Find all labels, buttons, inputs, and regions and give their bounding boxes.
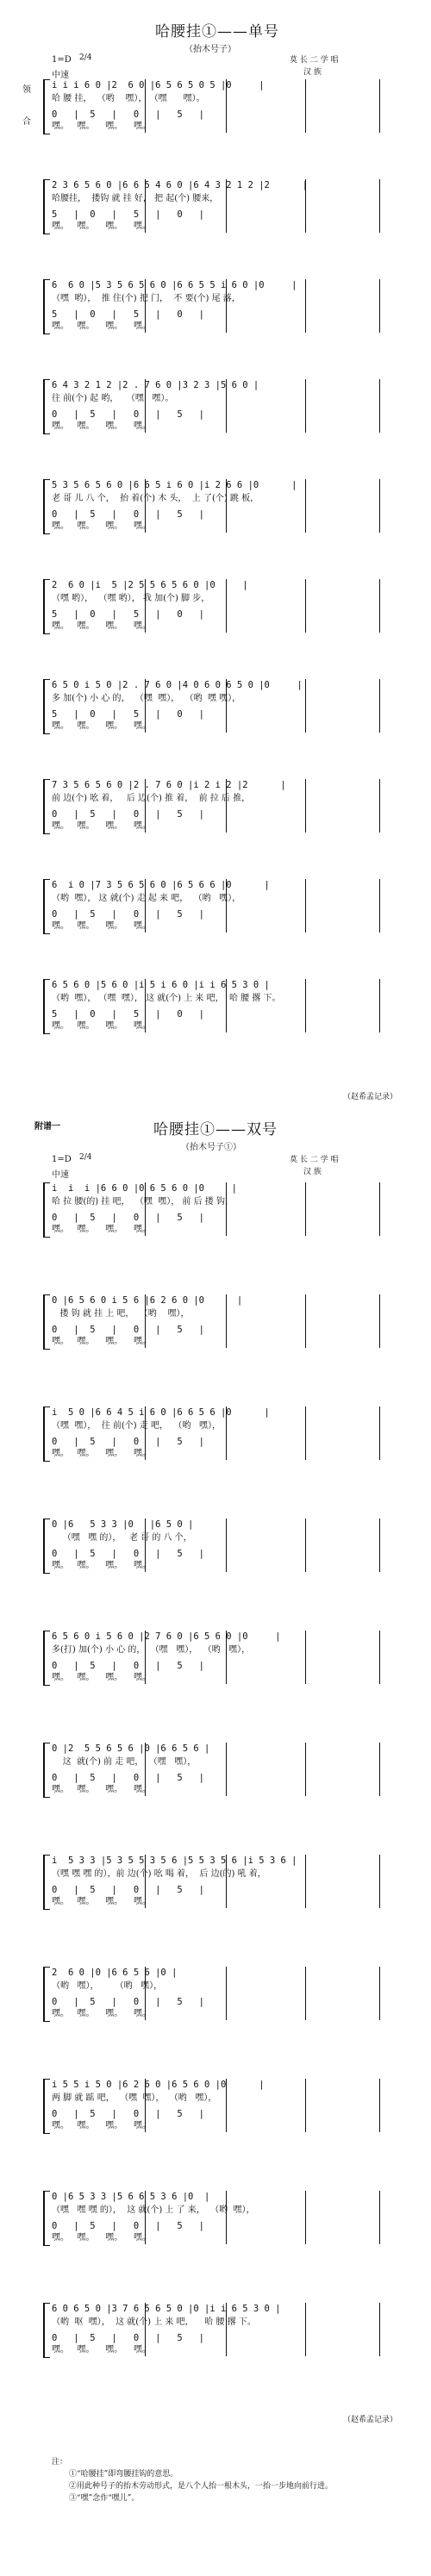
piece1-barline: [305, 579, 306, 633]
piece1-system-chorus-lyrics: 嘿。 嘿。 嘿。 嘿。: [52, 122, 151, 131]
piece2-key: 1=D: [52, 1155, 72, 1164]
piece1-system-notes: 7 3 5 6 5 6 0 |2 . 7 6 0 |i 2 i 2 |2 |: [52, 780, 286, 790]
piece2-system-bracket: [43, 1855, 50, 1910]
piece1-recorder: （赵希孟记录）: [343, 1093, 398, 1101]
piece2-system-bracket: [43, 1182, 50, 1238]
piece2-system-bracket: [43, 1967, 50, 2022]
piece2-system-chorus-lyrics: 嘿。 嘿。 嘿。 嘿。: [52, 2121, 151, 2130]
piece1-barline: [145, 579, 146, 633]
piece1-system-bracket: [43, 879, 50, 934]
piece2-system-chorus-lyrics: 嘿。 嘿。 嘿。 嘿。: [52, 1449, 151, 1458]
piece1-barline: [145, 179, 146, 233]
piece1-barline: [305, 279, 306, 333]
piece2-system-chorus: 0 | 5 | 0 | 5 |: [52, 2109, 205, 2119]
piece1-barline: [226, 279, 227, 333]
footnote-3: ③“嘿”念作“嘿儿”。: [69, 2494, 140, 2503]
piece1-system-bracket: [43, 979, 50, 1034]
piece1-barline: [305, 779, 306, 833]
piece2-barline: [226, 1967, 227, 2020]
footnotes: [52, 2456, 379, 2504]
piece2-barline: [379, 2079, 380, 2132]
piece1-system-lyrics: （嘿 哟）， （嘿 哟）， 我 加(个) 脚 步，: [52, 594, 210, 603]
piece2-system-chorus: 0 | 5 | 0 | 5 |: [52, 1213, 205, 1223]
piece1-barline: [226, 379, 227, 433]
piece2-system-notes: 0 |2 5 5 6 5 6 |0 |6 6 5 6 |: [52, 1743, 210, 1754]
piece1-system-chorus: 5 | 0 | 5 | 0 |: [52, 209, 205, 220]
piece1-barline: [379, 579, 380, 633]
piece1-system-bracket: [43, 779, 50, 834]
piece2-system-bracket: [43, 2303, 50, 2358]
piece1-system-chorus: 0 | 5 | 0 | 5 |: [52, 909, 205, 920]
piece2-barline: [145, 1967, 146, 2020]
piece2-barline: [305, 2303, 306, 2356]
piece1-barline: [305, 379, 306, 433]
piece2-system-notes: 2 6 0 |0 |6 6 5 6 |0 |: [52, 1968, 178, 1978]
piece1-system-chorus: 0 | 5 | 0 | 5 |: [52, 109, 205, 120]
piece1-barline: [379, 479, 380, 533]
piece1-system-chorus-lyrics: 嘿。 嘿。 嘿。 嘿。: [52, 221, 151, 231]
piece2-system-notes: 6 0 6 5 0 |3 7 6 5 6 5 0 |0 |i i 6 5 3 0 |: [52, 2304, 281, 2314]
piece2-system-notes: 0 |6 5 3 3 |0 |6 5 0 |: [52, 1519, 194, 1530]
piece1-barline: [305, 979, 306, 1032]
footnote-1: ①“哈腰挂”即弯腰挂钩的意思。: [69, 2470, 178, 2479]
piece1-system-notes: 6 5 6 0 |5 6 0 |i 5 i 6 0 |i i 6 5 3 0 |: [52, 980, 270, 990]
piece2-system-chorus: 0 | 5 | 0 | 5 |: [52, 1997, 205, 2007]
piece2-system-notes: i 5 3 3 |5 3 5 5 3 5 6 |5 5 3 5 6 |i 5 3 6 |: [52, 1856, 297, 1866]
piece2-recorder: （赵希孟记录）: [343, 2416, 398, 2424]
piece1-subtitle: （抬木号子）: [184, 45, 236, 54]
piece1-barline: [305, 879, 306, 932]
piece2-barline: [379, 1855, 380, 1908]
piece1-barline: [226, 679, 227, 733]
piece1-system-lyrics: （哟 嘿）， 这 就(个) 走 起 来 吧， （哟 嘿），: [52, 894, 241, 903]
piece1-barline: [305, 679, 306, 733]
piece1-system-notes: 2 3 6 5 6 0 |6 6 5 4 6 0 |6 4 3 2 1 2 |2 |: [52, 180, 309, 190]
piece2-barline: [226, 1182, 227, 1236]
piece2-system-lyrics: （嘿 嘿 嘿 的）， 这 就(个) 上 了 来， （哟 嘿），: [52, 2205, 255, 2215]
piece2-barline: [305, 2079, 306, 2132]
piece1-system-bracket: [43, 79, 50, 134]
piece2-barline: [226, 1407, 227, 1460]
piece1-system-chorus: 5 | 0 | 5 | 0 |: [52, 609, 205, 620]
piece1-system-lyrics: 哈腰挂， 搂钩 就 挂 好， 把 起(个) 腰来，: [52, 194, 219, 203]
piece2-title: 哈腰挂①——双号: [153, 1121, 278, 1138]
piece2-barline: [305, 1294, 306, 1348]
piece2-system-notes: i 5 0 |6 6 4 5 i 6 0 |6 6 5 6 |0 |: [52, 1407, 270, 1418]
footnote-2: ②用此种号子的抬木劳动形式，是八个人抬一根木头，一抬一步地向前行进。: [69, 2482, 334, 2491]
piece1-system-lyrics: （哟 嘿）， （嘿 嘿）， 这 就(个) 上 来 吧， 哈 腰 撂 下。: [52, 994, 281, 1003]
piece2-ethnicity: 汉 族: [303, 1168, 322, 1176]
piece1-system-chorus: 0 | 5 | 0 | 5 |: [52, 509, 205, 520]
piece2-barline: [305, 1631, 306, 1684]
piece1-barline: [379, 279, 380, 333]
piece1-system-notes: 6 4 3 2 1 2 |2 . 7 6 0 |3 2 3 |5 6 0 |: [52, 380, 259, 390]
piece2-system-bracket: [43, 2191, 50, 2246]
piece2-system-chorus-lyrics: 嘿。 嘿。 嘿。 嘿。: [52, 1337, 151, 1346]
piece1-barline: [305, 79, 306, 133]
piece1-system-chorus-lyrics: 嘿。 嘿。 嘿。 嘿。: [52, 821, 151, 831]
piece2-system-chorus-lyrics: 嘿。 嘿。 嘿。 嘿。: [52, 2345, 151, 2355]
piece2-system-chorus: 0 | 5 | 0 | 5 |: [52, 1549, 205, 1559]
piece2-system-chorus-lyrics: 嘿。 嘿。 嘿。 嘿。: [52, 2233, 151, 2242]
piece2-barline: [379, 1519, 380, 1572]
piece2-barline: [305, 1743, 306, 1796]
piece2-author: 莫 长 二 学 唱: [290, 1156, 339, 1164]
piece1-barline: [379, 879, 380, 932]
piece1-barline: [145, 79, 146, 133]
piece1-system-chorus-lyrics: 嘿。 嘿。 嘿。 嘿。: [52, 921, 151, 931]
appendix-label: 附谱一: [34, 1122, 60, 1132]
piece1-system-chorus: 5 | 0 | 5 | 0 |: [52, 709, 205, 720]
piece2-barline: [379, 1743, 380, 1796]
piece2-system-chorus: 0 | 5 | 0 | 5 |: [52, 2333, 205, 2343]
piece1-barline: [305, 479, 306, 533]
piece2-barline: [145, 2191, 146, 2244]
piece2-system-lyrics: 搂 钩 就 挂 上 吧， （哟 嘿），: [52, 1309, 190, 1319]
piece2-barline: [226, 1855, 227, 1908]
lead-label: 领: [22, 85, 31, 95]
piece2-system-chorus-lyrics: 嘿。 嘿。 嘿。 嘿。: [52, 1673, 151, 1682]
piece1-system-chorus-lyrics: 嘿。 嘿。 嘿。 嘿。: [52, 1021, 151, 1031]
piece2-barline: [145, 1631, 146, 1684]
piece1-system-notes: 5 3 5 6 5 6 0 |6 6 5 i 6 0 |i 2 6 6 |0 |: [52, 480, 297, 490]
piece2-barline: [305, 1182, 306, 1236]
piece2-barline: [226, 2191, 227, 2244]
piece2-system-bracket: [43, 1407, 50, 1462]
piece1-system-bracket: [43, 379, 50, 434]
piece2-system-notes: i 5 5 i 5 0 |6 2 6 0 |6 5 6 0 |0 |: [52, 2080, 265, 2090]
piece2-barline: [145, 1519, 146, 1572]
piece2-barline: [379, 1967, 380, 2020]
piece1-system-chorus-lyrics: 嘿。 嘿。 嘿。 嘿。: [52, 421, 151, 431]
piece2-system-notes: 6 5 6 0 i 5 6 0 |2 7 6 0 |6 5 6 0 |0 |: [52, 1631, 281, 1642]
piece2-barline: [226, 2303, 227, 2356]
piece1-system-lyrics: 哈 腰 挂， （哟 嘿）， （嘿 嘿）。: [52, 94, 205, 103]
piece2-barline: [379, 1182, 380, 1236]
piece2-barline: [379, 2303, 380, 2356]
piece1-system-bracket: [43, 279, 50, 334]
piece2-system-chorus-lyrics: 嘿。 嘿。 嘿。 嘿。: [52, 2009, 151, 2018]
piece2-barline: [226, 1743, 227, 1796]
piece2-barline: [305, 1407, 306, 1460]
piece1-system-chorus: 5 | 0 | 5 | 0 |: [52, 1009, 205, 1020]
piece1-system-chorus-lyrics: 嘿。 嘿。 嘿。 嘿。: [52, 621, 151, 631]
piece2-system-chorus-lyrics: 嘿。 嘿。 嘿。 嘿。: [52, 1897, 151, 1906]
piece2-barline: [379, 2191, 380, 2244]
piece2-time-sig: 2/4: [79, 1153, 92, 1162]
piece1-barline: [226, 579, 227, 633]
piece1-barline: [145, 879, 146, 932]
piece1-system-notes: 2 6 0 |i 5 |2 5 5 6 5 6 0 |0 |: [52, 580, 248, 590]
piece1-system-notes: 6 i 0 |7 3 5 6 5 6 0 |6 5 6 6 |0 |: [52, 880, 270, 890]
piece1-system-lyrics: （嘿 哟）， 推 住(个) 把 门， 不 要(个) 尾 落，: [52, 294, 240, 303]
piece2-barline: [305, 2191, 306, 2244]
footnotes-label: 注：: [52, 2458, 68, 2467]
piece1-barline: [145, 479, 146, 533]
piece2-system-chorus: 0 | 5 | 0 | 5 |: [52, 1661, 205, 1671]
chorus-label: 合: [22, 117, 31, 127]
piece1-system-chorus: 0 | 5 | 0 | 5 |: [52, 409, 205, 420]
piece1-ethnicity: 汉 族: [303, 68, 322, 77]
piece2-system-lyrics: 两 脚 就 踮 吧， （嘿 嘿）， （哟 嘿），: [52, 2093, 217, 2103]
piece1-system-notes: i i i 6 0 |2 6 0 |6 5 6 5 0 5 |0 |: [52, 80, 265, 90]
piece2-system-lyrics: 这 就(个) 前 走 吧， （嘿 嘿），: [52, 1757, 197, 1767]
piece1-barline: [145, 379, 146, 433]
piece1-barline: [226, 979, 227, 1032]
piece1-barline: [145, 279, 146, 333]
piece2-system-lyrics: （嘿 嘿）， 往 前(个) 走 吧， （哟 嘿），: [52, 1421, 221, 1431]
piece2-barline: [145, 1407, 146, 1460]
piece2-system-chorus-lyrics: 嘿。 嘿。 嘿。 嘿。: [52, 1225, 151, 1234]
piece2-system-chorus: 0 | 5 | 0 | 5 |: [52, 1773, 205, 1783]
piece1-system-chorus: 5 | 0 | 5 | 0 |: [52, 309, 205, 320]
piece2-system-chorus: 0 | 5 | 0 | 5 |: [52, 1437, 205, 1447]
piece2-system-bracket: [43, 2079, 50, 2134]
piece2-system-bracket: [43, 1519, 50, 1574]
piece1-system-lyrics: 前 边(个) 吆 着， 后 边(个) 推 着， 前 拉 后 推，: [52, 794, 251, 803]
piece1-barline: [379, 79, 380, 133]
piece1-system-chorus-lyrics: 嘿。 嘿。 嘿。 嘿。: [52, 321, 151, 331]
piece1-system-chorus: 0 | 5 | 0 | 5 |: [52, 809, 205, 820]
piece2-system-lyrics: （哟 嘿）， （哟 嘿），: [52, 1981, 163, 1991]
piece2-system-bracket: [43, 1631, 50, 1686]
piece2-system-lyrics: （嘿 嘿 嘿 的），前 边(个) 吆 喝 着， 后 边(的) 吼 着，: [52, 1869, 266, 1879]
piece1-system-notes: 6 6 0 |5 3 5 6 5 6 0 |6 6 5 5 i 6 0 |0 |: [52, 280, 297, 290]
piece2-system-lyrics: 多(打) 加(个) 小 心 的， （嘿 嘿）， （哟 嘿），: [52, 1645, 251, 1655]
piece1-author: 莫 长 二 学 唱: [290, 56, 339, 65]
piece1-time-sig: 2/4: [79, 53, 92, 62]
piece1-system-chorus-lyrics: 嘿。 嘿。 嘿。 嘿。: [52, 721, 151, 731]
piece2-barline: [145, 1294, 146, 1348]
piece1-system-chorus-lyrics: 嘿。 嘿。 嘿。 嘿。: [52, 521, 151, 531]
piece2-barline: [226, 1631, 227, 1684]
piece2-system-chorus: 0 | 5 | 0 | 5 |: [52, 2221, 205, 2231]
piece2-tempo: 中速: [52, 1170, 69, 1180]
piece2-barline: [226, 1519, 227, 1572]
piece1-barline: [379, 779, 380, 833]
piece2-system-bracket: [43, 1743, 50, 1798]
piece1-system-bracket: [43, 679, 50, 734]
piece1-barline: [226, 879, 227, 932]
piece2-system-chorus-lyrics: 嘿。 嘿。 嘿。 嘿。: [52, 1561, 151, 1570]
piece1-system-lyrics: 多 加(个) 小 心 的， （嘿 嘿）， （哟 嘿 嘿），: [52, 694, 241, 703]
piece2-system-chorus: 0 | 5 | 0 | 5 |: [52, 1885, 205, 1895]
piece2-barline: [305, 1855, 306, 1908]
piece2-barline: [226, 2079, 227, 2132]
piece1-barline: [226, 79, 227, 133]
piece1-system-lyrics: 往 前(个) 起 哟， （嘿 嘿）。: [52, 394, 174, 403]
piece2-system-lyrics: 哈 拉 腰(的) 挂 吧， （嘿 嘿）， 前 后 搂 钩，: [52, 1197, 234, 1207]
piece2-barline: [145, 1743, 146, 1796]
piece1-barline: [145, 779, 146, 833]
piece2-system-notes: i i i |6 6 0 |0 6 5 6 0 |0 |: [52, 1183, 237, 1194]
piece1-system-bracket: [43, 579, 50, 634]
piece2-barline: [379, 1407, 380, 1460]
piece1-system-bracket: [43, 479, 50, 534]
piece2-system-notes: 0 |6 5 3 3 |5 6 6 5 3 6 |0 |: [52, 2192, 210, 2202]
piece2-barline: [379, 1631, 380, 1684]
piece1-system-bracket: [43, 179, 50, 234]
piece2-barline: [145, 2303, 146, 2356]
piece2-system-lyrics: （嘿 嘿 的）， 老 哥 的 八 个，: [52, 1533, 192, 1543]
piece2-system-bracket: [43, 1294, 50, 1350]
piece2-subtitle: （抬木号子①）: [181, 1143, 241, 1152]
piece1-barline: [226, 179, 227, 233]
piece1-barline: [145, 979, 146, 1032]
piece1-barline: [379, 179, 380, 233]
piece2-barline: [145, 2079, 146, 2132]
piece1-system-lyrics: 老 哥 儿 八 个， 抬 着(个) 木 头， 上 了(个) 跳 板，: [52, 494, 259, 503]
piece1-barline: [305, 179, 306, 233]
piece2-system-chorus-lyrics: 嘿。 嘿。 嘿。 嘿。: [52, 1785, 151, 1794]
piece1-barline: [379, 979, 380, 1032]
piece1-tempo: 中速: [52, 71, 69, 80]
piece1-barline: [226, 779, 227, 833]
piece2-barline: [379, 1294, 380, 1348]
piece1-barline: [226, 479, 227, 533]
piece2-barline: [305, 1967, 306, 2020]
piece2-system-notes: 0 |6 5 6 0 i 5 6 |6 2 6 0 |0 |: [52, 1295, 243, 1306]
piece2-system-lyrics: （哟 呕 嘿）， 这 就(个) 上 来 吧， 哈 腰 撂 下。: [52, 2317, 256, 2327]
piece2-barline: [145, 1855, 146, 1908]
piece1-barline: [379, 379, 380, 433]
piece2-barline: [305, 1519, 306, 1572]
piece1-barline: [145, 679, 146, 733]
piece2-system-chorus: 0 | 5 | 0 | 5 |: [52, 1325, 205, 1335]
piece2-barline: [145, 1182, 146, 1236]
piece1-key: 1=D: [52, 55, 72, 65]
piece2-barline: [226, 1294, 227, 1348]
piece1-system-notes: 6 5 0 i 5 0 |2 . 7 6 0 |4 0 6 0 6 5 0 |0 |: [52, 680, 303, 690]
piece1-barline: [379, 679, 380, 733]
piece1-title: 哈腰挂①——单号: [155, 23, 279, 41]
